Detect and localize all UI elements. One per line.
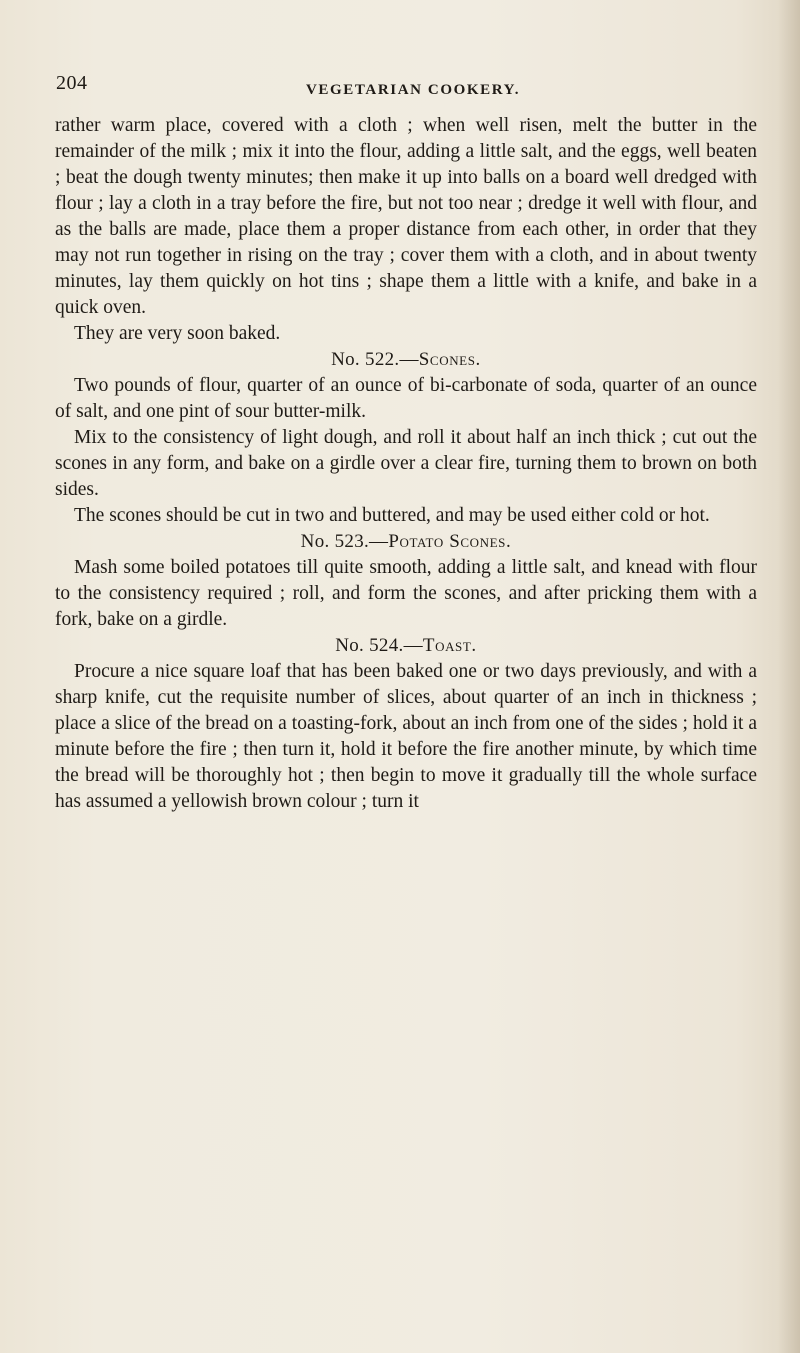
recipe-heading-522 xyxy=(55,347,757,373)
running-head xyxy=(56,72,756,112)
page-text xyxy=(55,113,757,815)
recipe-522-paragraph: The scones should be cut in two and buttered, and may be used either cold or hot. xyxy=(74,505,710,526)
recipe-522-paragraph: Two pounds of flour, quarter of an ounce of bi-carbonate of soda, quarter of an ounce of salt, and one pint of sour butter-milk. xyxy=(55,375,757,422)
recipe-heading-523 xyxy=(55,529,757,555)
page-number: 204 xyxy=(56,72,88,94)
running-title: VEGETARIAN COOKERY. xyxy=(306,82,521,98)
recipe-524-paragraph: Procure a nice square loaf that has been baked one or two days previously, and with a sharp knife, cut the requisite number of slices, about quarter of an inch in thickness ; place a slice of the bread on a toasting-fork, about an inch from one of the sides ; hold it a minute before the fire ; then turn it, hold it before the fire another minute, by which time the bread will be thoroughly hot ; then begin to move it gradually till the whole surface has assumed a yellowish brown colour ; turn it xyxy=(55,661,757,812)
recipe-522-paragraph: Mix to the consistency of light dough, and roll it about half an inch thick ; cut out the scones in any form, and bake on a girdle over a clear fire, turning them to brown on both sides. xyxy=(55,427,757,500)
recipe-title: Potato Scones. xyxy=(388,531,512,552)
recipe-number: No. 524.— xyxy=(335,635,423,656)
intro-paragraph: rather warm place, covered with a cloth ; when well risen, melt the butter in the remainder of the milk ; mix it into the flour, adding a little salt, and the eggs, well beaten ; beat the dough twenty minutes; then make it up into balls on a board well dredged with flour ; lay a cloth in a tray before the fire, but not too near ; dredge it well with flour, and as the balls are made, place them a proper distance from each other, in order that they may not run together in rising on the tray ; cover them with a cloth, and in about twenty minutes, lay them quickly on hot tins ; shape them a little with a knife, and bake in a quick oven. xyxy=(55,115,757,318)
recipe-title: Scones. xyxy=(418,349,481,370)
recipe-number: No. 523.— xyxy=(300,531,389,552)
page-edge-shadow xyxy=(778,0,800,1353)
recipe-523-paragraph: Mash some boiled potatoes till quite smooth, adding a little salt, and knead with flour to the consistency required ; roll, and form the scones, and after pricking them with a fork, bake on a girdle. xyxy=(55,557,757,630)
recipe-title: Toast. xyxy=(422,635,477,656)
intro-closing-line: They are very soon baked. xyxy=(74,323,281,344)
recipe-number: No. 522.— xyxy=(331,349,419,370)
recipe-heading-524 xyxy=(55,633,757,659)
